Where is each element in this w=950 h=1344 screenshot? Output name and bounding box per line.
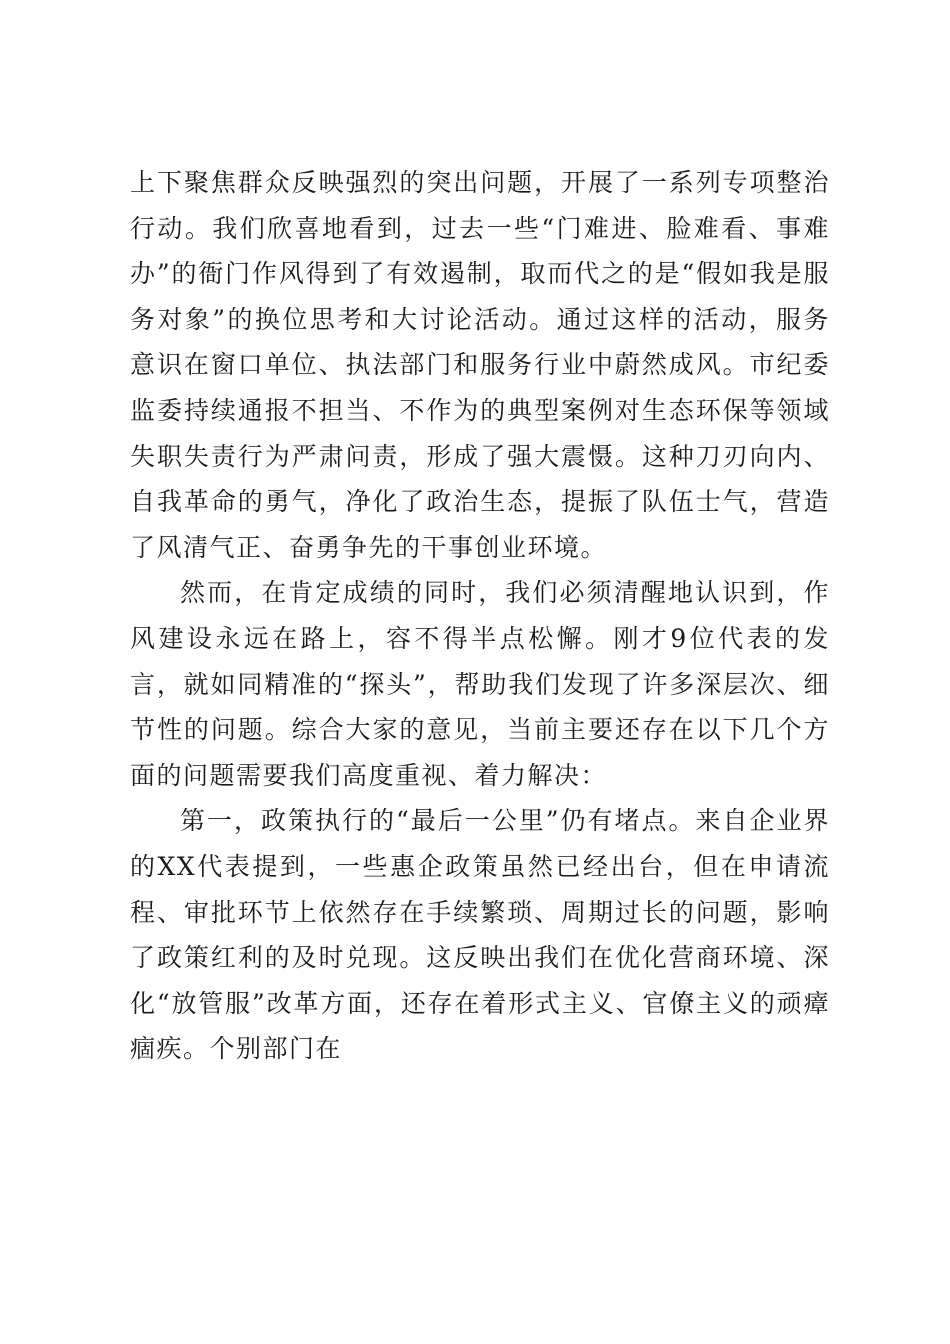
document-body [130,160,830,1072]
paragraph-first-problem: 第一，政策执行的“最后一公里”仍有堵点。来自企业界的XX代表提到，一些惠企政策虽然已经出台，但在申请流程、审批环节上依然存在手续繁琐、周期过长的问题，影响了政策红利的及时兑现。这反映出我们在优化营商环境、深化“放管服”改革方面，还存在着形式主义、官僚主义的顽瘴痼疾。个别部门在 [130,806,830,1064]
paragraph-continuation: 上下聚焦群众反映强烈的突出问题，开展了一系列专项整治行动。我们欣喜地看到，过去一些“门难进、脸难看、事难办”的衙门作风得到了有效遏制，取而代之的是“假如我是服务对象”的换位思考和大讨论活动。通过这样的活动，服务意识在窗口单位、执法部门和服务行业中蔚然成风。市纪委监委持续通报不担当、不作为的典型案例对生态环保等领域失职失责行为严肃问责，形成了强大震慑。这种刀刃向内、自我革命的勇气，净化了政治生态，提振了队伍士气，营造了风清气正、奋勇争先的干事创业环境。 [130,168,830,562]
paragraph-problems-intro: 然而，在肯定成绩的同时，我们必须清醒地认识到，作风建设永远在路上，容不得半点松懈。刚才9位代表的发言，就如同精准的“探头”，帮助我们发现了许多深层次、细节性的问题。综合大家的意见，当前主要还存在以下几个方面的问题需要我们高度重视、着力解决： [130,578,830,790]
